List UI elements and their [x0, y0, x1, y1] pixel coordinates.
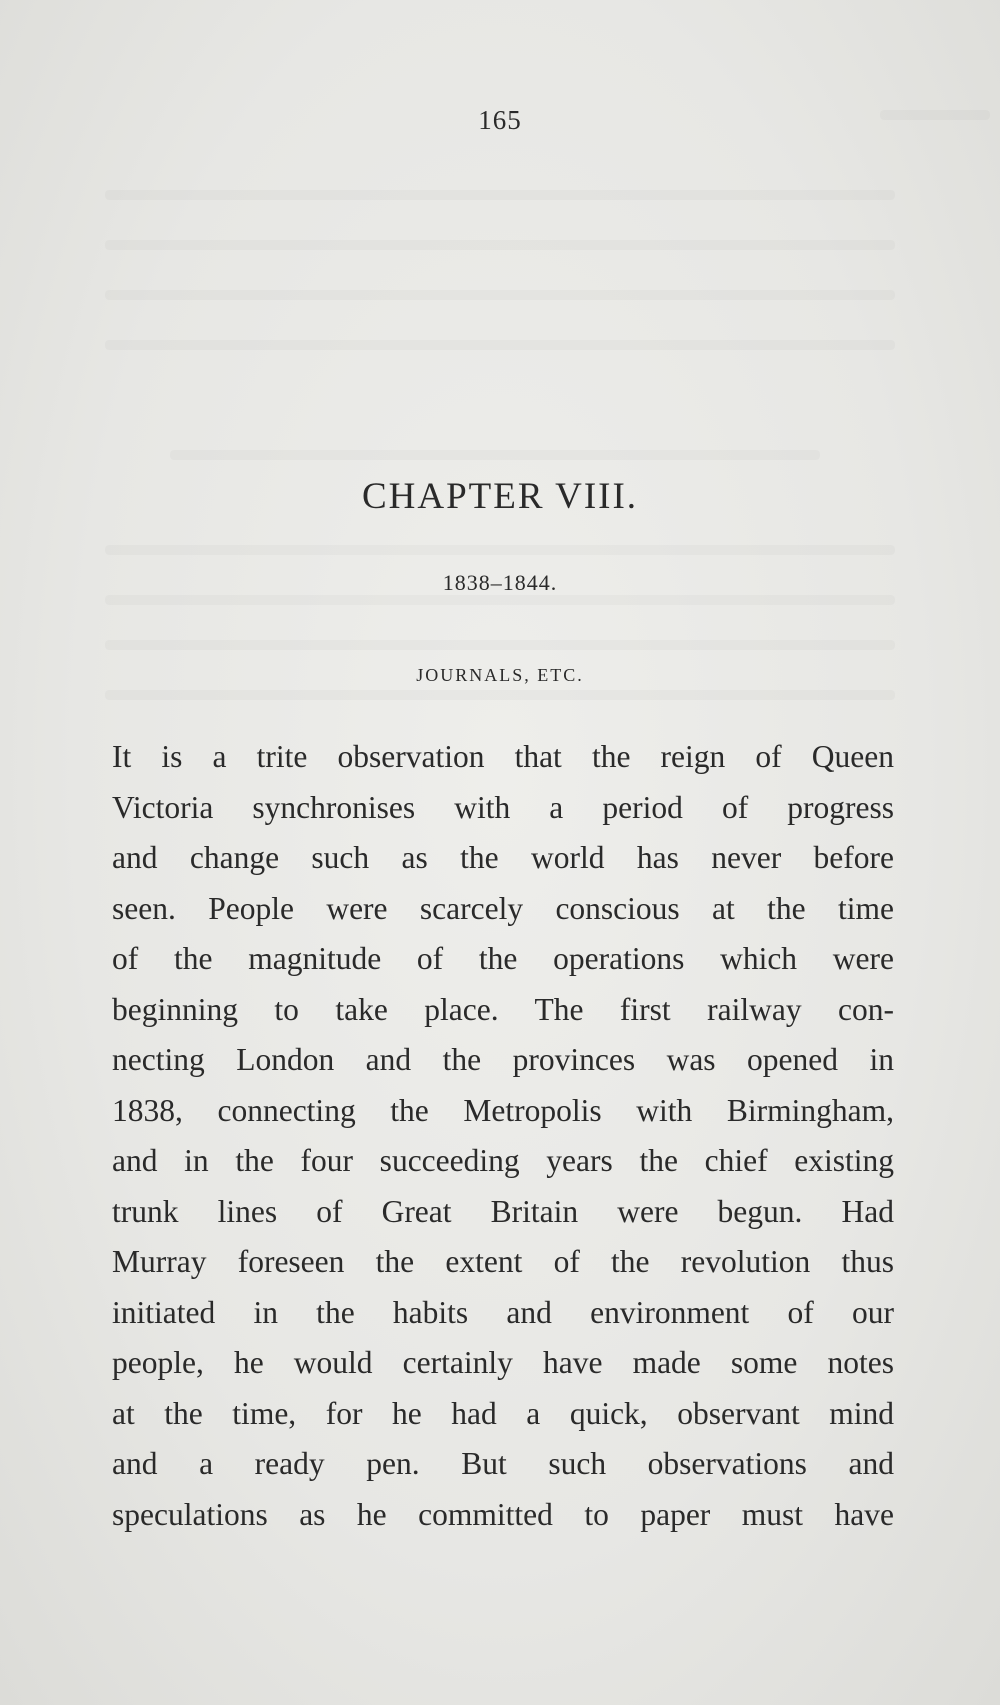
- body-line: and in the four succeeding years the chief existing: [112, 1143, 894, 1178]
- body-line: Victoria synchronises with a period of progress: [112, 789, 894, 825]
- body-line: trunk lines of Great Britain were begun. Had: [112, 1193, 894, 1229]
- body-line: people, he would certainly have made some notes: [112, 1345, 894, 1380]
- body-line: of the magnitude of the operations which were: [112, 941, 894, 976]
- body-line: and change such as the world has never before: [112, 840, 894, 875]
- body-line: beginning to take place. The first railway con-: [112, 991, 894, 1027]
- chapter-subtitle: JOURNALS, ETC.: [416, 665, 584, 685]
- chapter-title: CHAPTER VIII.: [361, 476, 639, 517]
- body-line: initiated in the habits and environment of our: [112, 1294, 894, 1330]
- body-line: at the time, for he had a quick, observant mind: [112, 1395, 894, 1431]
- body-line: 1838, connecting the Metropolis with Birmingham,: [112, 1092, 894, 1128]
- page-number: 165: [478, 105, 522, 135]
- body-line: speculations as he committed to paper must have: [112, 1496, 894, 1532]
- body-line: and a ready pen. But such observations and: [112, 1446, 894, 1481]
- body-line: It is a trite observation that the reign of Queen: [112, 739, 894, 774]
- body-line: Murray foreseen the extent of the revolution thus: [112, 1244, 894, 1279]
- chapter-dates: 1838–1844.: [442, 570, 558, 595]
- chapter-body-text: [112, 732, 894, 1540]
- body-line: necting London and the provinces was opened in: [112, 1042, 894, 1077]
- body-line: seen. People were scarcely conscious at the time: [112, 890, 894, 926]
